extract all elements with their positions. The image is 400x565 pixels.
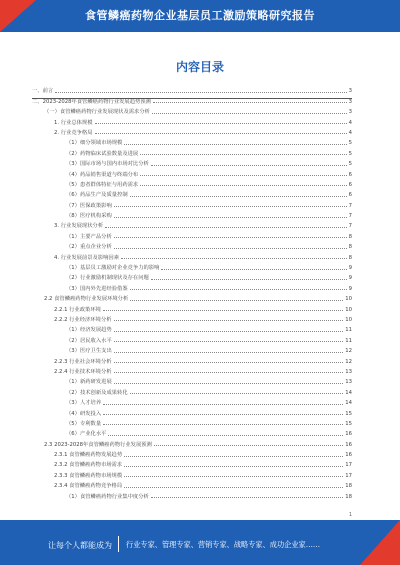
report-title: 食管鳞癌药物企业基层员工激励策略研究报告 (85, 9, 315, 22)
toc-leader-dots (140, 185, 346, 186)
toc-entry-title: （1）经济发展趋势 (66, 327, 112, 334)
toc-entry-page: 10 (345, 306, 352, 313)
toc-leader-dots (114, 320, 344, 321)
toc-entry-page: 6 (348, 192, 352, 199)
toc-entry[interactable] (32, 396, 352, 406)
toc-entry[interactable] (32, 489, 352, 499)
toc-leader-dots (114, 237, 347, 238)
toc-leader-dots (114, 217, 347, 218)
toc-entry-page: 12 (345, 348, 352, 355)
toc-entry-page: 12 (345, 358, 352, 365)
page-number: 1 (348, 512, 352, 518)
footer-slogan: 让每个人都能成为 (48, 541, 112, 550)
toc-entry[interactable] (32, 313, 352, 323)
toc-entry[interactable] (32, 448, 352, 458)
toc-entry[interactable] (32, 115, 352, 125)
toc-leader-dots (130, 393, 344, 394)
toc-leader-dots (105, 227, 347, 228)
toc-entry-page: 5 (348, 150, 352, 157)
toc-leader-dots (114, 362, 344, 363)
toc-entry[interactable] (32, 281, 352, 291)
toc-entry-page: 3 (348, 98, 352, 105)
footer-divider (118, 536, 119, 552)
toc-entry[interactable] (32, 157, 352, 167)
toc-entry-page: 6 (348, 171, 352, 178)
toc-entry-title: 2.3 2023-2028年食管鳞癌药物行业发展预测 (44, 441, 152, 448)
toc-entry[interactable] (32, 136, 352, 146)
toc-entry-page: 8 (348, 254, 352, 261)
toc-entry[interactable] (32, 178, 352, 188)
toc-entry[interactable] (32, 126, 352, 136)
toc-entry-page: 5 (348, 161, 352, 168)
toc-entry-title: （2）行业激励机制现状及存在问题 (66, 275, 149, 282)
toc-entry-title: 2.2.1 行业政策环境 (54, 306, 101, 313)
toc-leader-dots (140, 175, 346, 176)
toc-entry[interactable] (32, 271, 352, 281)
toc-entry-page: 16 (345, 452, 352, 459)
toc-entry-title: 2.3.1 食管鳞癌药物发展趋势 (54, 452, 123, 459)
toc-entry-page: 3 (348, 88, 352, 95)
toc-entry-page: 7 (348, 213, 352, 220)
toc-entry-title: 一、前言 (32, 88, 54, 95)
toc-entry-title: 2.3.3 食管鳞癌药物市场规模 (54, 472, 123, 479)
toc-leader-dots (114, 383, 344, 384)
toc-leader-dots (121, 258, 347, 259)
toc-entry[interactable] (32, 479, 352, 489)
toc-entry[interactable] (32, 229, 352, 239)
toc-leader-dots (130, 300, 343, 301)
toc-entry-page: 4 (348, 119, 352, 126)
toc-entry-title: （1）新药研发进展 (66, 379, 112, 386)
table-of-contents (32, 84, 352, 500)
toc-entry-title: （8）医疗机构采购 (66, 213, 112, 220)
toc-entry-title: 2.2.2 行业经济环境分析 (54, 316, 112, 323)
toc-leader-dots (108, 435, 343, 436)
toc-leader-dots (151, 497, 343, 498)
toc-entry[interactable] (32, 365, 352, 375)
toc-entry-title: （5）患者群体特征与用药需求 (66, 181, 139, 188)
toc-entry-page: 7 (348, 202, 352, 209)
toc-entry[interactable] (32, 333, 352, 343)
toc-entry-title: 二、2023-2028年食管鳞癌药物行业发展趋势预测 (32, 98, 151, 105)
toc-entry-title: （2）居民收入水平 (66, 337, 112, 344)
report-header-bar (0, 0, 400, 32)
toc-entry[interactable] (32, 417, 352, 427)
toc-leader-dots (140, 154, 346, 155)
toc-entry-title: （1）主要产品分析 (66, 233, 112, 240)
toc-leader-dots (124, 466, 343, 467)
toc-entry-title: （3）人才培养 (66, 400, 102, 407)
toc-leader-dots (114, 372, 344, 373)
toc-leader-dots (55, 92, 346, 93)
toc-entry[interactable] (32, 250, 352, 260)
toc-leader-dots (114, 341, 344, 342)
toc-leader-dots (95, 133, 347, 134)
toc-entry[interactable] (32, 323, 352, 333)
footer-accent-triangle (360, 520, 400, 565)
toc-leader-dots (95, 123, 347, 124)
toc-leader-dots (152, 113, 347, 114)
toc-entry[interactable] (32, 167, 352, 177)
toc-entry[interactable] (32, 385, 352, 395)
toc-leader-dots (124, 476, 343, 477)
toc-entry-page: 8 (348, 233, 352, 240)
toc-entry[interactable] (32, 468, 352, 478)
toc-leader-dots (161, 269, 346, 270)
toc-entry[interactable] (32, 209, 352, 219)
toc-leader-dots (151, 279, 347, 280)
toc-entry-page: 10 (345, 296, 352, 303)
toc-entry-title: （3）医疗卫生支出 (66, 348, 112, 355)
toc-entry[interactable] (32, 458, 352, 468)
toc-entry-page: 10 (345, 316, 352, 323)
toc-entry[interactable] (32, 375, 352, 385)
toc-leader-dots (151, 165, 347, 166)
toc-leader-dots (103, 424, 343, 425)
toc-entry-title: （7）医保政策影响 (66, 202, 112, 209)
toc-entry-page: 13 (345, 368, 352, 375)
toc-entry-page: 9 (348, 265, 352, 272)
toc-entry-page: 6 (348, 181, 352, 188)
toc-entry-page: 17 (345, 472, 352, 479)
toc-entry-page: 7 (348, 223, 352, 230)
toc-entry-title: （3）国内外先进经验借鉴 (66, 285, 128, 292)
toc-leader-dots (103, 310, 343, 311)
toc-leader-dots (124, 487, 343, 488)
toc-entry-title: 3. 行业发展现状分析 (54, 223, 104, 230)
toc-heading: 内容目录 (175, 60, 224, 74)
toc-leader-dots (124, 456, 343, 457)
toc-entry[interactable] (32, 261, 352, 271)
toc-entry-title: 2.3.2 食管鳞癌药物市场需求 (54, 462, 123, 469)
toc-entry-title: （一）食管鳞癌药物行业发展现状及需求分析 (44, 109, 150, 116)
toc-leader-dots (114, 248, 347, 249)
toc-entry[interactable] (32, 198, 352, 208)
toc-entry[interactable] (32, 219, 352, 229)
toc-entry-page: 11 (345, 337, 352, 344)
toc-entry-title: （6）药品生产及质量控制 (66, 192, 128, 199)
toc-entry-page: 18 (345, 483, 352, 490)
footer-bar (0, 520, 400, 565)
toc-entry-page: 11 (345, 327, 352, 334)
toc-entry-title: （4）药品销售渠道与终端分布 (66, 171, 139, 178)
toc-entry[interactable] (32, 344, 352, 354)
toc-entry[interactable] (32, 146, 352, 156)
toc-entry[interactable] (32, 437, 352, 447)
toc-leader-dots (114, 331, 344, 332)
toc-leader-dots (130, 196, 347, 197)
toc-entry-title: （1）细分领域市场规模 (66, 140, 123, 147)
toc-leader-dots (114, 352, 344, 353)
toc-entry[interactable] (32, 105, 352, 115)
toc-entry[interactable] (32, 240, 352, 250)
toc-leader-dots (114, 206, 347, 207)
toc-entry-page: 9 (348, 285, 352, 292)
toc-entry[interactable] (32, 94, 352, 104)
toc-entry-title: （1）食管鳞癌药物行业集中度分析 (66, 493, 149, 500)
toc-entry[interactable] (32, 302, 352, 312)
toc-leader-dots (103, 404, 343, 405)
toc-entry-page: 13 (345, 379, 352, 386)
toc-leader-dots (124, 144, 346, 145)
toc-entry-title: 1. 行业总体规模 (54, 119, 93, 126)
toc-entry-title: 2.2.4 行业技术环境分析 (54, 368, 112, 375)
toc-entry[interactable] (32, 84, 352, 94)
toc-entry-title: 2.2.3 行业社会环境分析 (54, 358, 112, 365)
toc-entry-title: （6）产业化水平 (66, 431, 107, 438)
toc-entry-title: （5）专利数量 (66, 420, 102, 427)
toc-entry-page: 15 (345, 410, 352, 417)
toc-entry-title: 2.2 食管鳞癌药物行业发展环境分析 (44, 296, 129, 303)
toc-entry-page: 16 (345, 441, 352, 448)
toc-entry[interactable] (32, 292, 352, 302)
toc-entry[interactable] (32, 354, 352, 364)
toc-entry-page: 14 (345, 400, 352, 407)
toc-leader-dots (130, 289, 347, 290)
toc-entry-title: 4. 行业发展前景及影响因素 (54, 254, 120, 261)
toc-entry-title: （2）技术创新及成果转化 (66, 389, 128, 396)
toc-entry-page: 8 (348, 244, 352, 251)
toc-entry-page: 15 (345, 420, 352, 427)
toc-entry-title: 2.3.4 食管鳞癌药物竞争格局 (54, 483, 123, 490)
toc-entry-page: 16 (345, 431, 352, 438)
toc-entry[interactable] (32, 427, 352, 437)
toc-entry-page: 14 (345, 389, 352, 396)
toc-entry-page: 3 (348, 109, 352, 116)
toc-entry[interactable] (32, 188, 352, 198)
toc-entry-page: 18 (345, 493, 352, 500)
toc-entry-title: （1）基层员工激励对企业竞争力的影响 (66, 265, 160, 272)
toc-leader-dots (153, 102, 347, 103)
toc-entry-page: 5 (348, 140, 352, 147)
toc-entry-page: 17 (345, 462, 352, 469)
toc-leader-dots (103, 414, 343, 415)
footer-experts-text: 行业专家、管理专家、营销专家、战略专家、成功企业家…… (126, 540, 321, 549)
toc-entry-page: 9 (348, 275, 352, 282)
toc-entry-title: （2）药物临床试验数量及进展 (66, 150, 139, 157)
toc-leader-dots (154, 445, 343, 446)
toc-entry-title: 2. 行业竞争格局 (54, 129, 93, 136)
toc-entry-title: （3）国际市场与国内市场对比分析 (66, 161, 149, 168)
toc-entry[interactable] (32, 406, 352, 416)
toc-entry-title: （2）重点企业分析 (66, 244, 112, 251)
toc-entry-title: （4）研发投入 (66, 410, 102, 417)
toc-entry-page: 4 (348, 129, 352, 136)
